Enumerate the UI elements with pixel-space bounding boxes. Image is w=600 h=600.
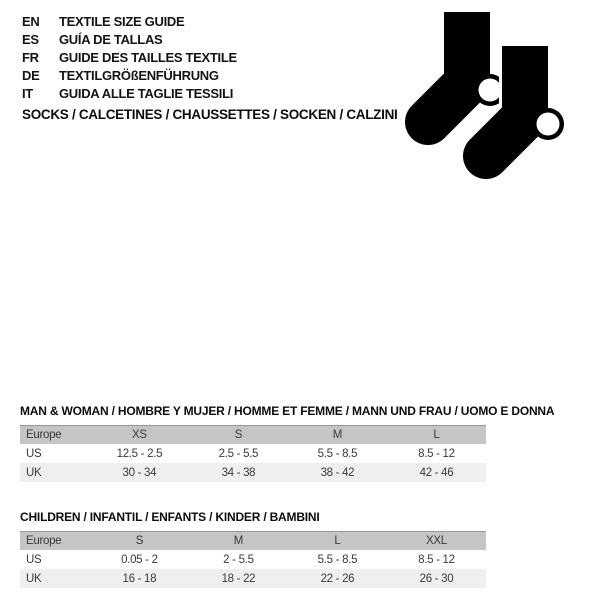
language-code: DE — [22, 67, 40, 83]
size-table-children — [20, 510, 486, 588]
header-cell-size: L — [334, 535, 341, 547]
size-cell: 8.5 - 12 — [418, 553, 455, 566]
size-table-adult-grid — [20, 425, 486, 482]
size-cell: 5.5 - 8.5 — [317, 447, 358, 460]
size-cell: 18 - 22 — [221, 572, 256, 585]
language-row-de — [22, 66, 237, 84]
row-label: US — [26, 447, 42, 460]
socks-icon-svg — [404, 6, 568, 182]
category-title: SOCKS / CALCETINES / CHAUSSETTES / SOCKEN / CALZINI — [22, 107, 398, 122]
header-cell-size: XS — [132, 429, 147, 441]
language-label: GUIDE DES TAILLES TEXTILE — [59, 49, 237, 65]
header-cell-size: M — [332, 429, 343, 441]
table-header-row — [20, 425, 486, 444]
language-label: TEXTILGRÖßENFÜHRUNG — [59, 67, 219, 83]
language-label: GUÍA DE TALLAS — [59, 31, 163, 47]
size-cell: 5.5 - 8.5 — [317, 553, 358, 566]
size-cell: 22 - 26 — [320, 572, 355, 585]
language-guide-list — [22, 12, 237, 102]
language-row-es — [22, 30, 237, 48]
size-table-children-grid — [20, 531, 486, 588]
table-header-row — [20, 531, 486, 550]
header-cell-region: Europe — [26, 429, 62, 441]
row-label: US — [26, 553, 42, 566]
header-cell-size: XXL — [426, 535, 447, 547]
language-code: EN — [22, 13, 40, 29]
language-row-en — [22, 12, 237, 30]
language-label: GUIDA ALLE TAGLIE TESSILI — [59, 85, 234, 101]
table-row-us — [20, 550, 486, 569]
size-cell: 2.5 - 5.5 — [218, 447, 259, 460]
size-cell: 12.5 - 2.5 — [116, 447, 163, 460]
header-cell-size: M — [233, 535, 244, 547]
table-row-uk — [20, 463, 486, 482]
language-code: ES — [22, 31, 39, 47]
header-cell-size: S — [135, 535, 144, 547]
size-cell: 16 - 18 — [122, 572, 157, 585]
size-tables — [20, 404, 555, 588]
size-table-adult-title: MAN & WOMAN / HOMBRE Y MUJER / HOMME ET FEMME / MANN UND FRAU / UOMO E DONNA — [20, 404, 555, 418]
size-table-children-title: CHILDREN / INFANTIL / ENFANTS / KINDER / BAMBINI — [20, 510, 320, 524]
header-cell-region: Europe — [26, 535, 62, 547]
size-cell: 8.5 - 12 — [418, 447, 455, 460]
socks-icon — [404, 6, 568, 182]
row-label: UK — [26, 572, 42, 585]
size-cell: 38 - 42 — [320, 466, 355, 479]
row-label: UK — [26, 466, 42, 479]
language-code: FR — [22, 49, 39, 65]
table-row-us — [20, 444, 486, 463]
size-cell: 30 - 34 — [122, 466, 157, 479]
size-table-adult — [20, 404, 555, 482]
language-label: TEXTILE SIZE GUIDE — [59, 13, 185, 29]
language-row-fr — [22, 48, 237, 66]
size-cell: 42 - 46 — [419, 466, 454, 479]
header-cell-size: S — [234, 429, 243, 441]
size-cell: 0.05 - 2 — [121, 553, 158, 566]
language-code: IT — [22, 85, 33, 101]
header-cell-size: L — [433, 429, 440, 441]
language-row-it — [22, 84, 237, 102]
table-row-uk — [20, 569, 486, 588]
size-cell: 2 - 5.5 — [223, 553, 254, 566]
size-cell: 34 - 38 — [221, 466, 256, 479]
size-cell: 26 - 30 — [419, 572, 454, 585]
